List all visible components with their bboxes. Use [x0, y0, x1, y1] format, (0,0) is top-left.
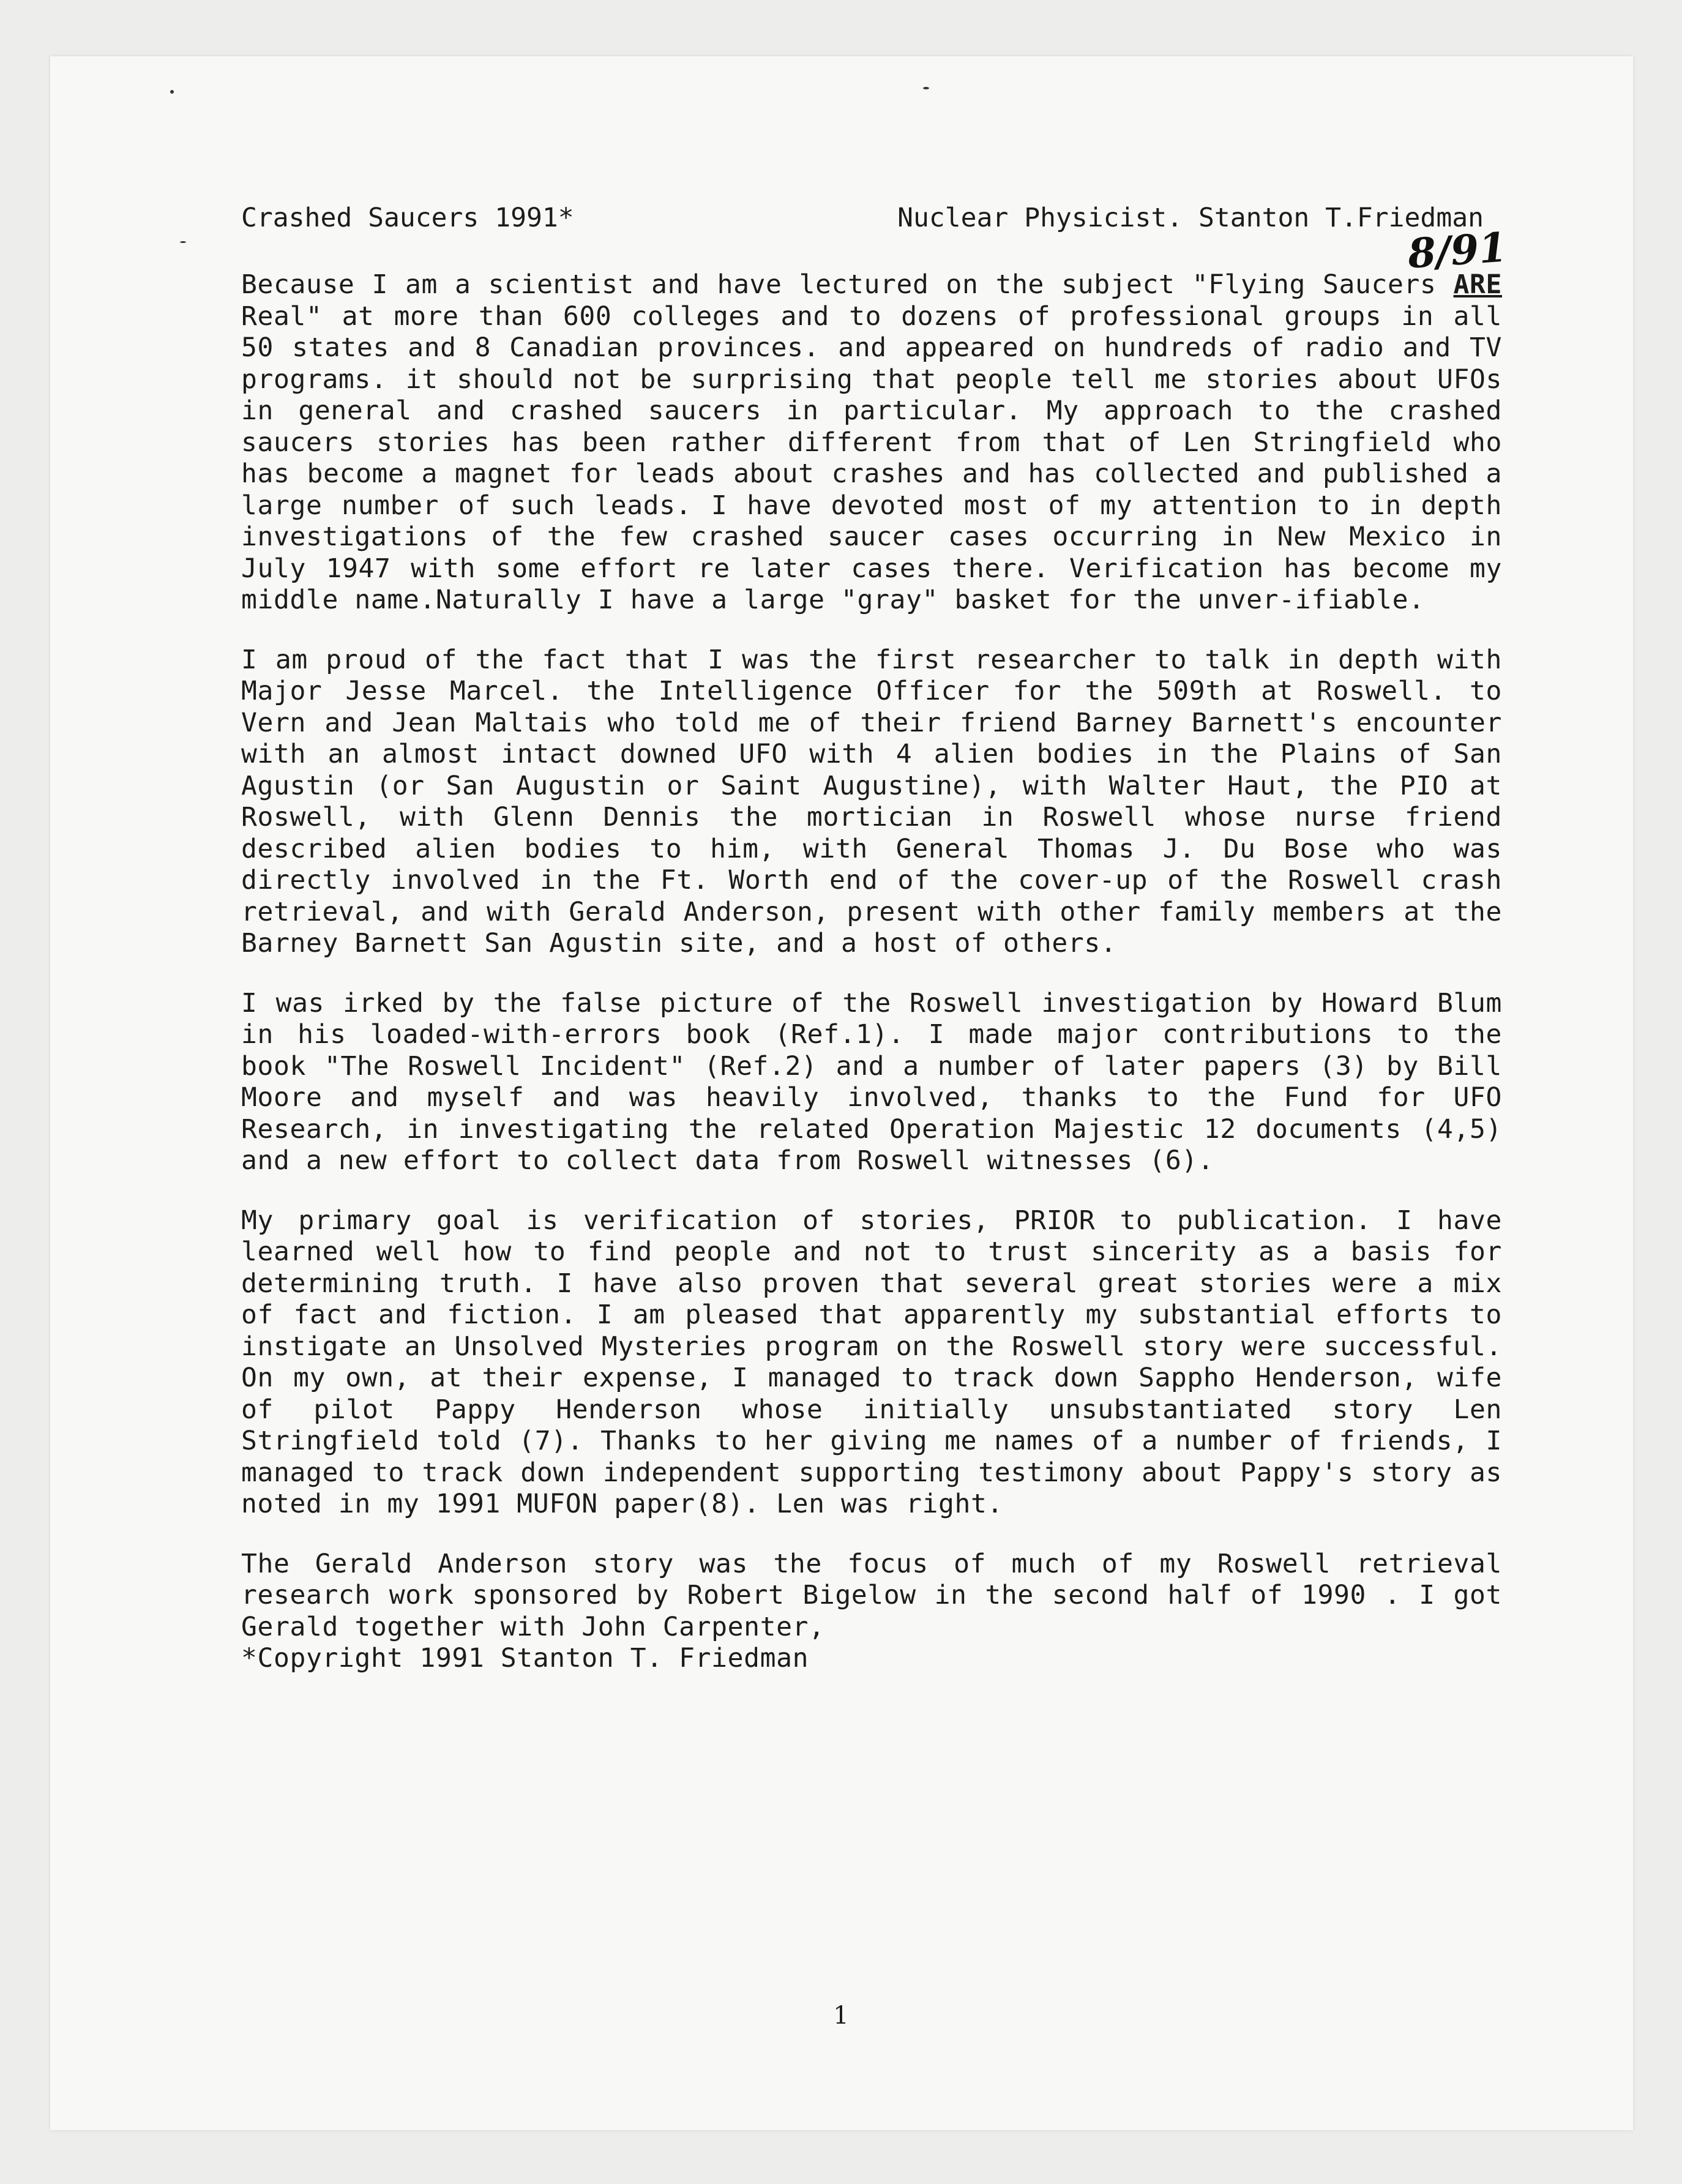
paragraph-1-rest: Real" at more than 600 colleges and to dozens of professional groups in all 50 states and 8 Canadian provinces. and appeared on hundreds of radio and TV programs. it should not be surprising that people tell me stories about UFOs in general and crashed saucers in particular. My approach to the crashed saucers stories has been rather different from that of Len Stringfield who has become a magnet for leads about crashes and has collected and published a large number of such leads. I have devoted most of my attention to in depth investigations of the few crashed saucer cases occurring in New Mexico in July 1947 with some effort re later cases there. Verification has become my middle name.Naturally I have a large "gray" basket for the unver-ifiable.: [241, 301, 1502, 615]
emphasized-word: ARE: [1453, 269, 1502, 300]
document-body: [241, 269, 1502, 1675]
paragraph-5: The Gerald Anderson story was the focus of much of my Roswell retrieval research work sponsored by Robert Bigelow in the second half of 1990 . I got Gerald together with John Carpenter,: [241, 1548, 1502, 1642]
copyright-footnote: *Copyright 1991 Stanton T. Friedman: [241, 1643, 809, 1674]
paper-speck: [923, 87, 929, 89]
paragraph-4: My primary goal is verification of stories, PRIOR to publication. I have learned well how to find people and not to trust sincerity as a basis for determining truth. I have also proven that several great stories were a mix of fact and fiction. I am pleased that apparently my substantial efforts to instigate an Unsolved Mysteries program on the Roswell story were successful. On my own, at their expense, I managed to track down Sappho Henderson, wife of pilot Pappy Henderson whose initially unsubstantiated story Len Stringfield told (7). Thanks to her giving me names of a number of friends, I managed to track down independent supporting testimony about Pappy's story as noted in my 1991 MUFON paper(8). Len was right.: [241, 1205, 1502, 1519]
document-title: Crashed Saucers 1991*: [241, 203, 574, 233]
page-number: 1: [833, 2002, 849, 2030]
paragraph-1-start: Because I am a scientist and have lectured on the subject "Flying Saucers: [241, 269, 1454, 300]
handwritten-date: 8/91: [1406, 223, 1509, 278]
author-line: Nuclear Physicist. Stanton T.Friedman: [897, 203, 1484, 233]
paper-speck: [180, 241, 186, 243]
paragraph-2: I am proud of the fact that I was the first researcher to talk in depth with Major Jesse Marcel. the Intelligence Officer for the 509th at Roswell. to Vern and Jean Maltais who told me of their friend Barney Barnett's encounter with an almost intact downed UFO with 4 alien bodies in the Plains of San Agustin (or San Augustin or Saint Augustine), with Walter Haut, the PIO at Roswell, with Glenn Dennis the mortician in Roswell whose nurse friend described alien bodies to him, with General Thomas J. Du Bose who was directly involved in the Ft. Worth end of the cover-up of the Roswell crash retrieval, and with Gerald Anderson, present with other family members at the Barney Barnett San Agustin site, and a host of others.: [241, 644, 1502, 959]
paragraph-1: [241, 269, 1502, 616]
paper-speck: [170, 90, 174, 94]
document-header: [241, 202, 1484, 234]
paragraph-3: I was irked by the false picture of the Roswell investigation by Howard Blum in his loaded-with-errors book (Ref.1). I made major contributions to the book "The Roswell Incident" (Ref.2) and a number of later papers (3) by Bill Moore and myself and was heavily involved, thanks to the Fund for UFO Research, in investigating the related Operation Majestic 12 documents (4,5) and a new effort to collect data from Roswell witnesses (6).: [241, 987, 1502, 1176]
